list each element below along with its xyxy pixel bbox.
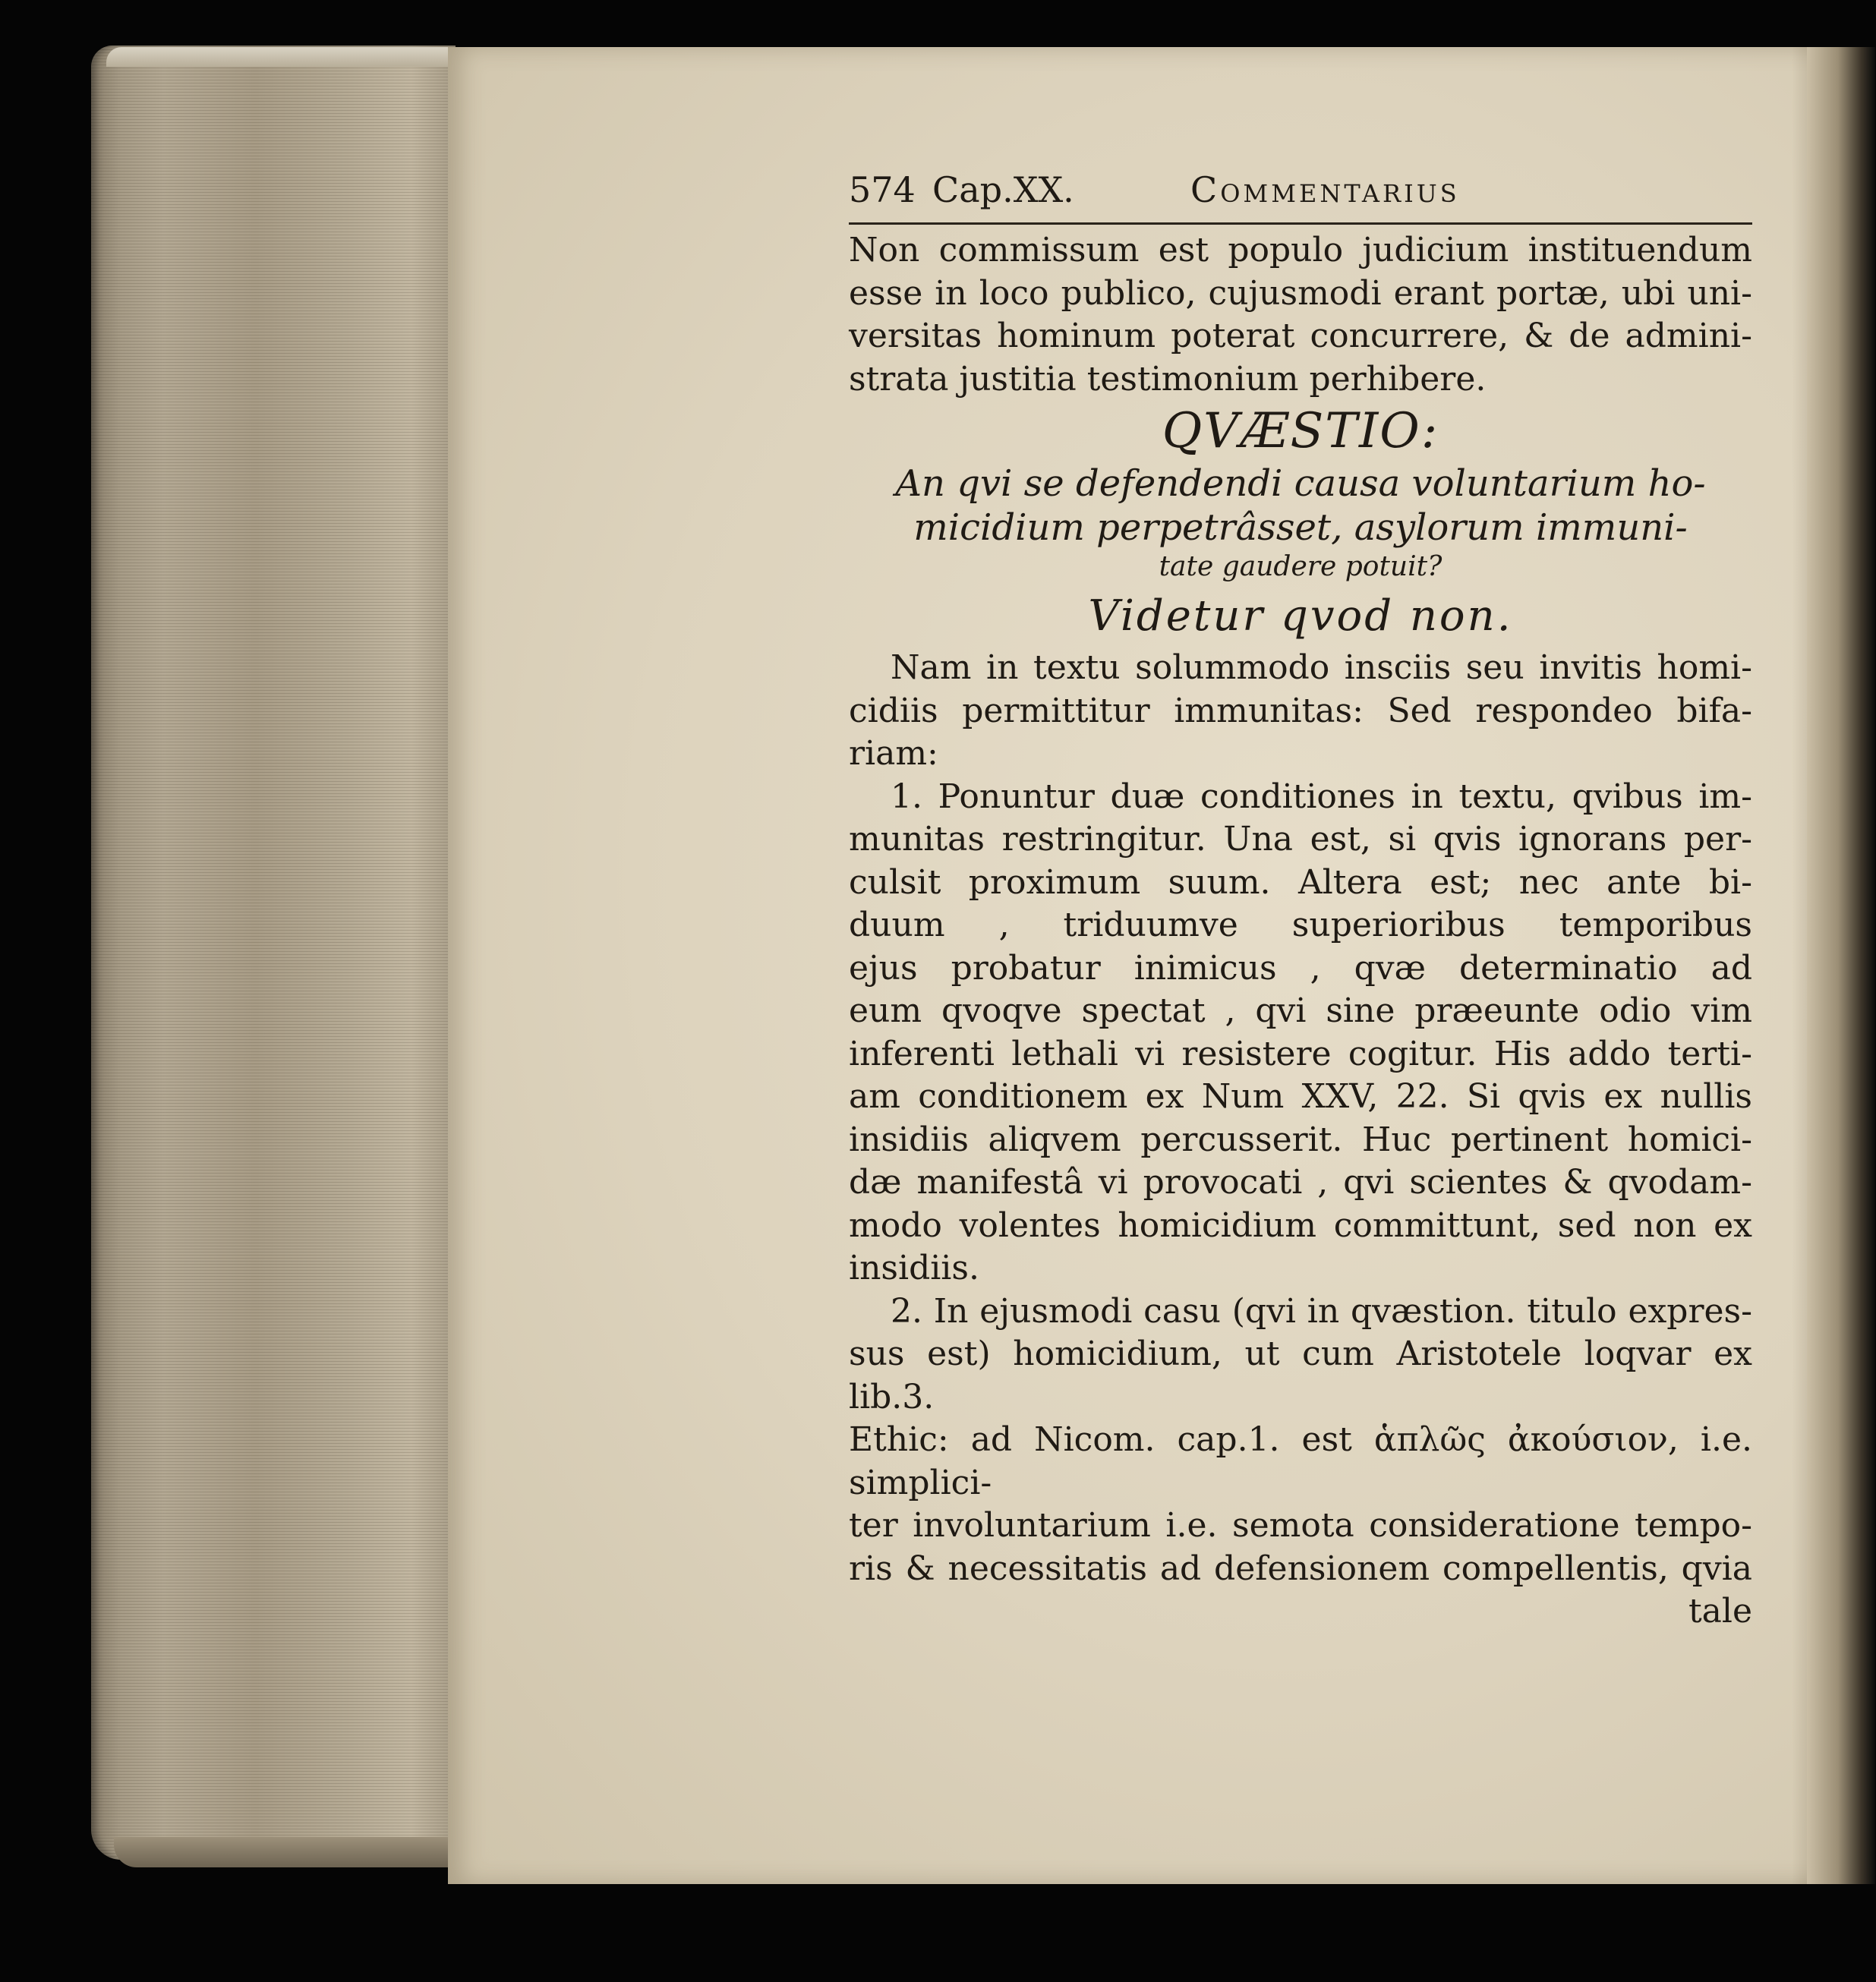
quaestio-heading: QVÆSTIO:: [1162, 403, 1439, 459]
page-text-block: [849, 163, 1752, 1633]
intro-line: esse in loco publico, cujusmodi erant portæ, ubi uni-: [849, 273, 1752, 313]
book-top-edge: [106, 47, 456, 67]
para2-line: modo volentes homicidium committunt, sed non ex: [849, 1205, 1752, 1245]
para2-line: eum qvoqve spectat , qvi sine præeunte odio vim: [849, 991, 1752, 1030]
para2-line: duum , triduumve superioribus temporibus: [849, 906, 1752, 944]
intro-line: Non commissum est populo judicium instituendum: [849, 231, 1752, 269]
header-rule: [849, 222, 1752, 225]
para2-line: 1. Ponuntur duæ conditiones in textu, qvibus im-: [891, 777, 1752, 816]
intro-line: versitas hominum poterat concurrere, & de admini-: [849, 317, 1752, 355]
running-head: [849, 163, 1752, 216]
para3-line: Ethic: ad Nicom. cap.1. est ἁπλῶς ἀκούσιον, i.e. simplici-: [849, 1420, 1752, 1502]
para2-line: insidiis aliqvem percusserit. Huc pertinent homici-: [849, 1120, 1752, 1159]
para2-line: ejus probatur inimicus , qvæ determinatio ad: [849, 948, 1752, 988]
catchword: tale: [1688, 1592, 1752, 1631]
question-line-last: tate gaudere potuit?: [1159, 551, 1442, 582]
para1-line: Nam in textu solummodo insciis seu invitis homi-: [891, 648, 1752, 687]
chapter-label: Cap.XX.: [932, 169, 1074, 210]
para2-line: munitas restringitur. Una est, si qvis ignorans per-: [849, 820, 1752, 859]
book-fore-edge: [91, 46, 456, 1860]
running-title: Commentarius: [1190, 169, 1460, 210]
para1-line: cidiis permittitur immunitas: Sed respondeo bifa-: [849, 691, 1752, 730]
question-line: micidium perpetrâsset, asylorum immuni-: [913, 506, 1688, 549]
para2-line: am conditionem ex Num XXV, 22. Si qvis ex nullis: [849, 1077, 1752, 1116]
page-number: 574: [849, 169, 916, 210]
para3-line: sus est) homicidium, ut cum Aristotele loqvar ex lib.3.: [849, 1334, 1752, 1416]
book-gutter: [1807, 47, 1875, 1884]
para2-line: culsit proximum suum. Altera est; nec ante bi-: [849, 862, 1752, 902]
para1-line: riam:: [849, 734, 938, 773]
para2-line: dæ manifestâ vi provocati , qvi scientes & qvodam-: [849, 1163, 1752, 1202]
para2-line: inferenti lethali vi resistere cogitur. His addo terti-: [849, 1034, 1752, 1073]
videtur-heading: Videtur qvod non.: [1088, 591, 1513, 641]
para2-line: insidiis.: [849, 1249, 979, 1287]
book-bottom-edge: [114, 1837, 463, 1867]
question-line: An qvi se defendendi causa voluntarium ho-: [895, 462, 1706, 505]
intro-line: strata justitia testimonium perhibere.: [849, 359, 1487, 399]
para3-line: ter involuntarium i.e. semota consideratione tempo-: [849, 1506, 1752, 1545]
para3-line: 2. In ejusmodi casu (qvi in qvæstion. titulo expres-: [891, 1291, 1752, 1331]
para3-line: ris & necessitatis ad defensionem compellentis, qvia: [849, 1549, 1752, 1588]
